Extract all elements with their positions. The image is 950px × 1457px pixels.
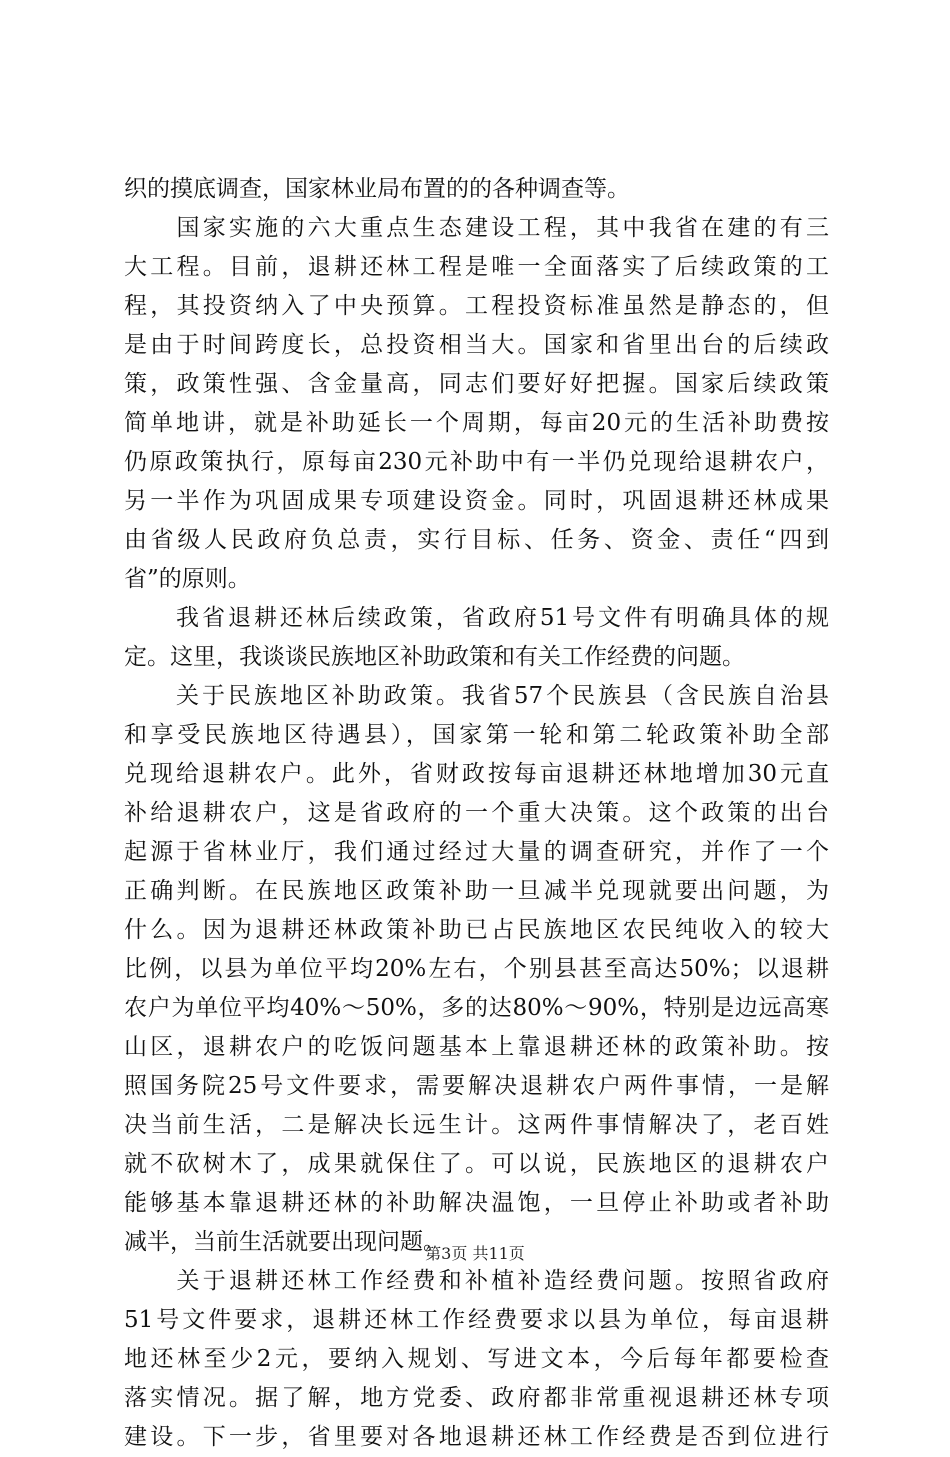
text-line: 地还林至少2元，要纳入规划、写进文本，今后每年都要检查 [124,1346,829,1372]
text-line: 山区，退耕农户的吃饭问题基本上靠退耕还林的政策补助。按 [124,1034,829,1060]
text-line: 照国务院25号文件要求，需要解决退耕农户两件事情，一是解 [124,1073,829,1099]
text-line: 什么。因为退耕还林政策补助已占民族地区农民纯收入的较大 [124,917,829,943]
text-line: 和享受民族地区待遇县），国家第一轮和第二轮政策补助全部 [124,722,829,748]
text-line: 补给退耕农户，这是省政府的一个重大决策。这个政策的出台 [124,800,829,826]
text-line: 简单地讲，就是补助延长一个周期，每亩20元的生活补助费按 [124,410,829,436]
text-line: 国家实施的六大重点生态建设工程，其中我省在建的有三 [124,215,829,241]
text-line: 策，政策性强、含金量高，同志们要好好把握。国家后续政策 [124,371,829,397]
text-line: 仍原政策执行，原每亩230元补助中有一半仍兑现给退耕农户， [124,449,829,475]
text-line: 农户为单位平均40%～50%，多的达80%～90%，特别是边远高寒 [124,995,829,1021]
text-line: 兑现给退耕农户。此外，省财政按每亩退耕还林地增加30元直 [124,761,829,787]
text-line: 另一半作为巩固成果专项建设资金。同时，巩固退耕还林成果 [124,488,829,514]
text-line: 就不砍树木了，成果就保住了。可以说，民族地区的退耕农户 [124,1151,829,1177]
text-line: 正确判断。在民族地区政策补助一旦减半兑现就要出问题，为 [124,878,829,904]
text-line: 能够基本靠退耕还林的补助解决温饱，一旦停止补助或者补助 [124,1190,829,1216]
text-line: 由省级人民政府负总责，实行目标、任务、资金、责任“四到 [124,527,829,553]
text-line: 起源于省林业厅，我们通过经过大量的调查研究，并作了一个 [124,839,829,865]
text-line: 关于退耕还林工作经费和补植补造经费问题。按照省政府 [124,1268,829,1294]
text-line: 减半，当前生活就要出现问题。 [124,1229,446,1255]
text-line: 落实情况。据了解，地方党委、政府都非常重视退耕还林专项 [124,1385,829,1411]
text-line: 决当前生活，二是解决长远生计。这两件事情解决了，老百姓 [124,1112,829,1138]
text-line: 51号文件要求，退耕还林工作经费要求以县为单位，每亩退耕 [124,1307,829,1333]
text-line: 比例，以县为单位平均20%左右，个别县甚至高达50%；以退耕 [124,956,829,982]
text-line: 建设。下一步，省里要对各地退耕还林工作经费是否到位进行 [124,1424,829,1450]
text-line: 程，其投资纳入了中央预算。工程投资标准虽然是静态的，但 [124,293,829,319]
text-line: 织的摸底调查，国家林业局布置的的各种调查等。 [124,176,630,202]
text-line: 省”的原则。 [124,566,251,592]
text-line: 大工程。目前，退耕还林工程是唯一全面落实了后续政策的工 [124,254,829,280]
text-line: 是由于时间跨度长，总投资相当大。国家和省里出台的后续政 [124,332,829,358]
page-number-footer: 第3页 共11页 [425,1244,525,1263]
text-line: 关于民族地区补助政策。我省57个民族县（含民族自治县 [124,683,829,709]
text-line: 定。这里，我谈谈民族地区补助政策和有关工作经费的问题。 [124,644,745,670]
text-line: 我省退耕还林后续政策，省政府51号文件有明确具体的规 [124,605,829,631]
